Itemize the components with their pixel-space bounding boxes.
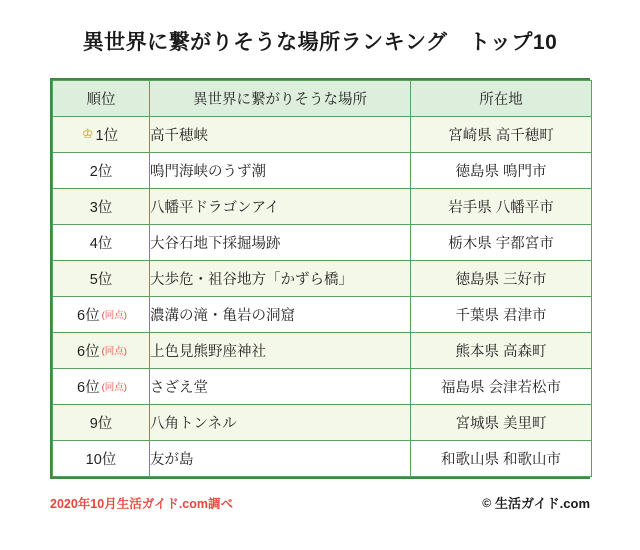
table-row <box>53 261 592 297</box>
rank-label: 6位 <box>77 380 100 396</box>
place-cell: 大歩危・祖谷地方「かずら橋」 <box>150 261 411 297</box>
location-cell: 徳島県 鳴門市 <box>411 153 592 189</box>
rank-cell <box>53 225 150 261</box>
table-row <box>53 117 592 153</box>
location-cell: 徳島県 三好市 <box>411 261 592 297</box>
source-note: 2020年10月生活ガイド.com調べ <box>50 496 234 511</box>
location-cell: 千葉県 君津市 <box>411 297 592 333</box>
location-cell: 岩手県 八幡平市 <box>411 189 592 225</box>
rank-cell <box>53 369 150 405</box>
table-row <box>53 405 592 441</box>
column-header-rank: 順位 <box>53 81 150 117</box>
tie-note: (同点) <box>101 382 127 393</box>
column-header-place: 異世界に繋がりそうな場所 <box>150 81 411 117</box>
rank-label: 2位 <box>89 164 113 180</box>
rank-label: 10位 <box>85 452 117 468</box>
brand-credit <box>482 493 590 512</box>
table-row <box>53 153 592 189</box>
table-header <box>53 81 592 117</box>
table-row <box>53 297 592 333</box>
table-header-row <box>53 81 592 117</box>
rank-cell <box>53 153 150 189</box>
rank-label: 3位 <box>89 200 113 216</box>
location-cell: 熊本県 高森町 <box>411 333 592 369</box>
place-cell: 八幡平ドラゴンアイ <box>150 189 411 225</box>
location-cell: 宮崎県 高千穂町 <box>411 117 592 153</box>
footer <box>50 493 590 512</box>
table-row <box>53 225 592 261</box>
rank-label: 1位 <box>95 128 119 144</box>
place-cell: 友が島 <box>150 441 411 477</box>
location-cell: 栃木県 宇都宮市 <box>411 225 592 261</box>
ranking-table <box>52 80 592 477</box>
place-cell: 上色見熊野座神社 <box>150 333 411 369</box>
rank-label: 5位 <box>89 272 113 288</box>
rank-cell <box>53 117 150 153</box>
crown-icon: ♔ <box>81 126 94 141</box>
rank-cell <box>53 297 150 333</box>
rank-cell <box>53 405 150 441</box>
rank-label: 6位 <box>77 344 100 360</box>
rank-cell <box>53 189 150 225</box>
table-body <box>53 117 592 477</box>
table-row <box>53 189 592 225</box>
table-row <box>53 369 592 405</box>
rank-label: 6位 <box>77 308 100 324</box>
place-cell: さざえ堂 <box>150 369 411 405</box>
location-cell: 和歌山県 和歌山市 <box>411 441 592 477</box>
rank-cell <box>53 333 150 369</box>
place-cell: 大谷石地下採掘場跡 <box>150 225 411 261</box>
place-cell: 八角トンネル <box>150 405 411 441</box>
copyright-icon: © <box>482 495 492 510</box>
column-header-location: 所在地 <box>411 81 592 117</box>
brand-name: 生活ガイド.com <box>495 496 590 511</box>
rank-cell <box>53 261 150 297</box>
page-title: 異世界に繋がりそうな場所ランキング トップ10 <box>82 31 558 54</box>
place-cell: 高千穂峡 <box>150 117 411 153</box>
table-row <box>53 441 592 477</box>
place-cell: 鳴門海峡のうず潮 <box>150 153 411 189</box>
rank-label: 9位 <box>89 416 113 432</box>
rank-cell <box>53 441 150 477</box>
tie-note: (同点) <box>101 310 127 321</box>
rank-label: 4位 <box>89 236 113 252</box>
table-row <box>53 333 592 369</box>
place-cell: 濃溝の滝・亀岩の洞窟 <box>150 297 411 333</box>
tie-note: (同点) <box>101 346 127 357</box>
location-cell: 福島県 会津若松市 <box>411 369 592 405</box>
ranking-table-container <box>50 78 590 479</box>
location-cell: 宮城県 美里町 <box>411 405 592 441</box>
